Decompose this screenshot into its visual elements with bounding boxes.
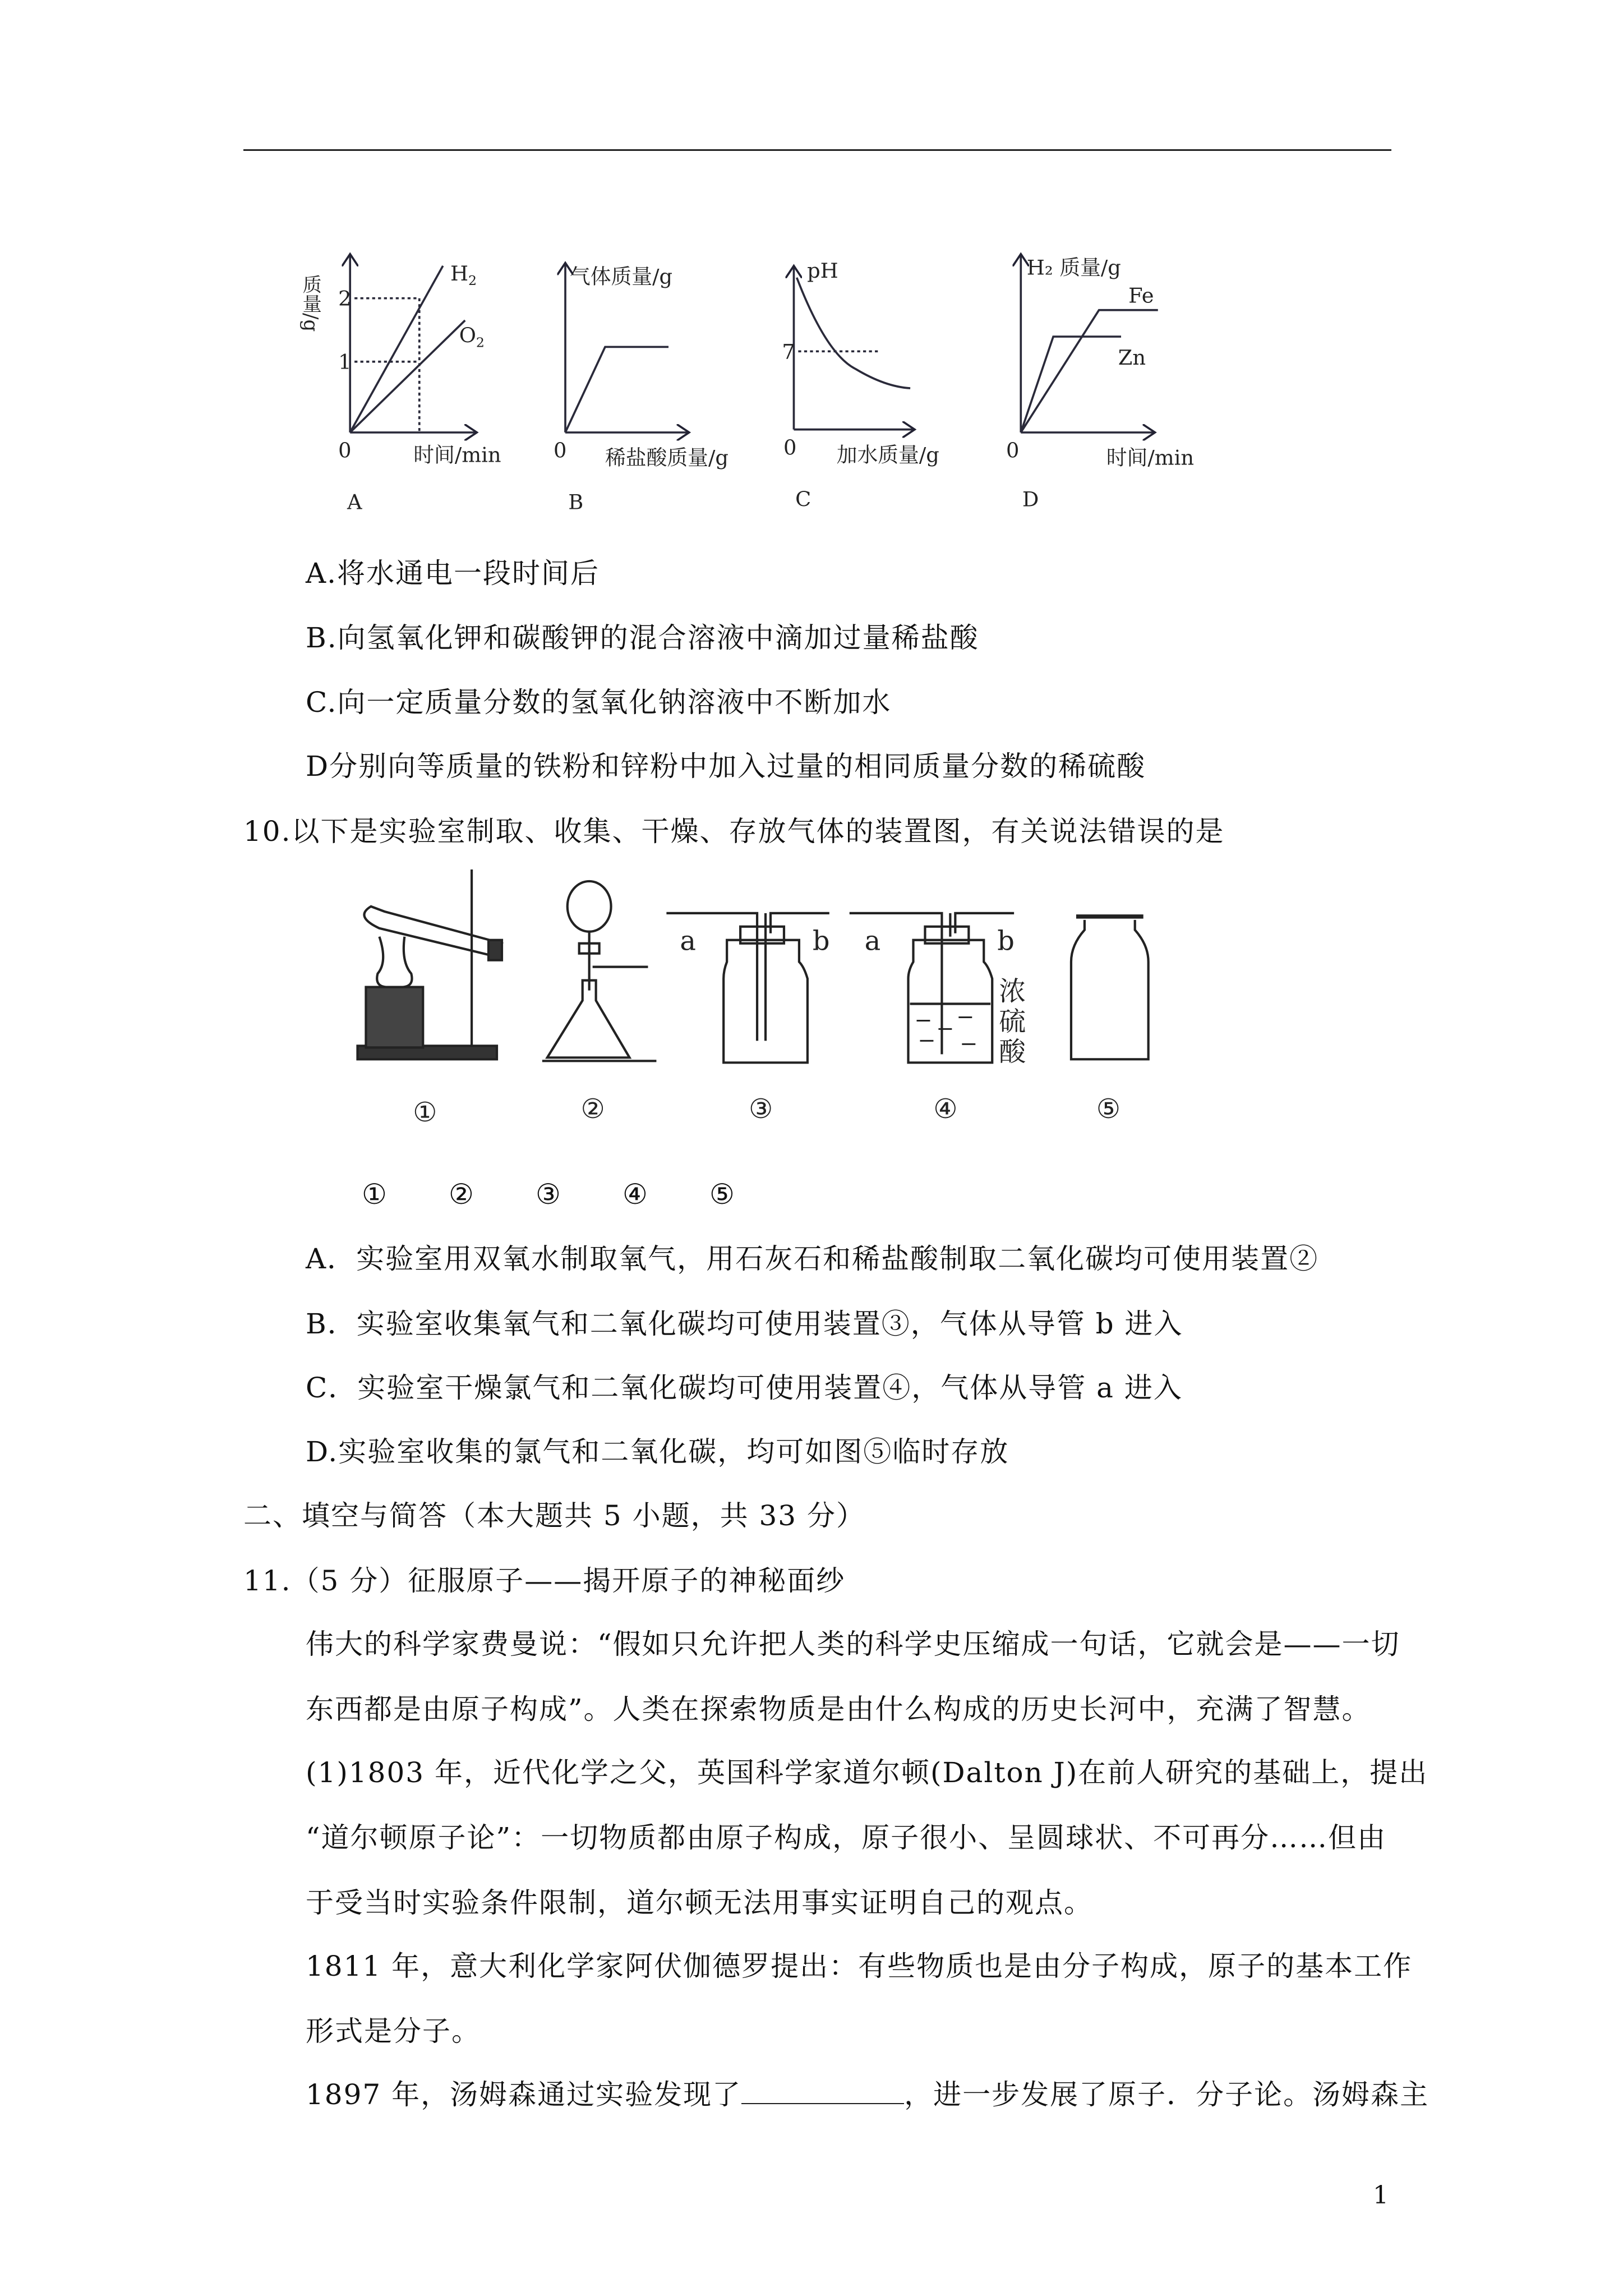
chart-b-origin: 0 [553, 438, 567, 463]
numbers-row-1: ① [362, 1178, 387, 1211]
apparatus-num-5: ⑤ [1096, 1094, 1121, 1125]
q9-option-b: B.向氢氧化钾和碳酸钾的混合溶液中滴加过量稀盐酸 [306, 622, 979, 654]
answer-blank[interactable] [741, 2081, 904, 2104]
chart-c-panel-label: C [795, 487, 811, 512]
page-number: 1 [1373, 2181, 1389, 2210]
chart-d-zn-label: Zn [1118, 345, 1146, 370]
q11-line-6: 1811 年，意大利化学家阿伏伽德罗提出：有些物质也是由分子构成，原子的基本工作 [306, 1950, 1413, 1982]
q10-option-d: D.实验室收集的氯气和二氧化碳，均可如图⑤临时存放 [306, 1435, 1009, 1468]
q11-line-2: 东西都是由原子构成”。人类在探索物质是由什么构成的历史长河中，充满了智慧。 [306, 1693, 1371, 1726]
acid-label-1: 浓 [999, 976, 1026, 1007]
q10-apparatus-figure [336, 869, 1211, 1150]
chart-c-origin: 0 [783, 435, 797, 460]
apparatus-5-reagent-bottle [1071, 917, 1149, 1059]
apparatus-num-4: ④ [933, 1094, 958, 1125]
apparatus-3-label-a: a [680, 926, 696, 957]
chart-a-ytick-2: 2 [338, 286, 352, 311]
numbers-row-2: ② [449, 1178, 474, 1211]
q11-line-8-after: ，进一步发展了原子．分子论。汤姆森主 [904, 2078, 1430, 2111]
chart-a-xlabel: 时间/min [413, 443, 501, 467]
chart-c-ph-curve [797, 278, 910, 388]
q11-line-7: 形式是分子。 [306, 2015, 481, 2047]
chart-a-o2-label: $O_2$ [459, 323, 485, 351]
chart-d-origin: 0 [1006, 438, 1020, 463]
numbers-row-5: ⑤ [709, 1178, 735, 1211]
chart-b-panel-label: B [568, 490, 584, 514]
chart-a-panel-label: A [347, 490, 362, 514]
chart-a-h2-line [350, 266, 443, 432]
q10-option-b: B．实验室收集氧气和二氧化碳均可使用装置③，气体从导管 b 进入 [306, 1308, 1183, 1340]
q10-option-c: C．实验室干燥氯气和二氧化碳均可使用装置④，气体从导管 a 进入 [306, 1372, 1183, 1404]
q10-stem: 10.以下是实验室制取、收集、干燥、存放气体的装置图，有关说法错误的是 [243, 815, 1225, 848]
numbers-row-3: ③ [536, 1178, 561, 1211]
chart-d-fe-label: Fe [1128, 283, 1154, 308]
q9-option-c: C.向一定质量分数的氢氧化钠溶液中不断加水 [306, 686, 892, 719]
chart-a-ytick-1: 1 [338, 349, 352, 374]
apparatus-4-label-a: a [864, 926, 881, 957]
chart-b-ylabel: 气体质量/g [569, 264, 673, 289]
apparatus-1-heating-setup [357, 869, 501, 1059]
chart-a-origin: 0 [338, 438, 352, 463]
numbers-row-4: ④ [623, 1178, 648, 1211]
apparatus-3-label-b: b [812, 926, 830, 957]
apparatus-num-1: ① [413, 1097, 437, 1129]
q11-line-5: 于受当时实验条件限制，道尔顿无法用事实证明自己的观点。 [306, 1887, 1093, 1919]
chart-d-zn-line [1021, 337, 1121, 432]
chart-b-xlabel: 稀盐酸质量/g [605, 445, 728, 470]
q9-charts-figure [299, 222, 1269, 519]
chart-b-gas-line [565, 347, 668, 432]
q11-line-8-before: 1897 年，汤姆森通过实验发现了 [306, 2078, 742, 2111]
chart-c-xlabel: 加水质量/g [836, 443, 939, 467]
q11-line-4: “道尔顿原子论”：一切物质都由原子构成，原子很小、呈圆球状、不可再分……但由 [306, 1821, 1387, 1854]
q9-option-a: A.将水通电一段时间后 [306, 557, 600, 590]
chart-a-o2-line [350, 320, 465, 432]
chart-a-ylabel: 质量/g [299, 274, 322, 332]
q9-option-d: D分别向等质量的铁粉和锌粉中加入过量的相同质量分数的稀硫酸 [306, 750, 1146, 783]
section-2-heading: 二、填空与简答（本大题共 5 小题，共 33 分） [243, 1499, 866, 1532]
acid-label-3: 酸 [999, 1037, 1026, 1068]
chart-c-ylabel: pH [807, 258, 838, 283]
chart-c-ytick-7: 7 [782, 339, 795, 364]
q10-option-a: A．实验室用双氧水制取氧气，用石灰石和稀盐酸制取二氧化碳均可使用装置② [306, 1243, 1319, 1275]
q11-title: 11.（5 分）征服原子——揭开原子的神秘面纱 [243, 1565, 846, 1597]
apparatus-2-flask [542, 881, 657, 1061]
q11-line-8 [306, 2077, 1429, 2113]
chart-d-panel-label: D [1022, 487, 1039, 512]
apparatus-num-2: ② [580, 1094, 605, 1125]
chart-a-h2-label: $H_2$ [450, 261, 477, 289]
chart-d-ylabel: H₂ 质量/g [1026, 255, 1121, 280]
q11-line-3: (1)1803 年，近代化学之父，英国科学家道尔顿(Dalton J)在前人研究的基础上，提出 [306, 1756, 1428, 1789]
q11-line-1: 伟大的科学家费曼说：“假如只允许把人类的科学史压缩成一句话，它就会是——一切 [306, 1628, 1400, 1660]
apparatus-num-3: ③ [749, 1094, 773, 1125]
header-rule [243, 149, 1391, 151]
apparatus-4-label-b: b [997, 926, 1015, 957]
chart-d-xlabel: 时间/min [1106, 445, 1195, 470]
acid-label-2: 硫 [999, 1006, 1026, 1038]
